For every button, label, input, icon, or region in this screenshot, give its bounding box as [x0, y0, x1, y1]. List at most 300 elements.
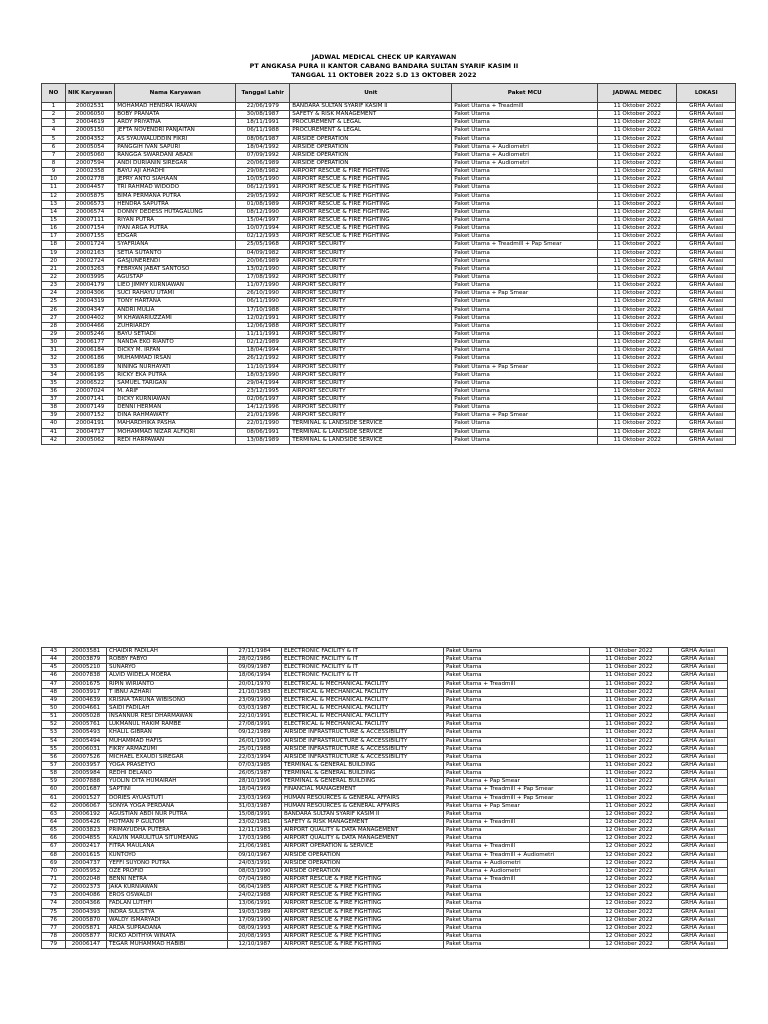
- cell-schedule: 11 Oktober 2022: [598, 184, 677, 192]
- cell-schedule: 11 Oktober 2022: [590, 672, 669, 680]
- cell-unit: AIRPORT RESCUE & FIRE FIGHTING: [290, 216, 452, 224]
- cell-birth-date: 12/06/1988: [236, 322, 290, 330]
- cell-location: GRHA Aviasi: [669, 932, 728, 940]
- cell-location: GRHA Aviasi: [677, 216, 736, 224]
- cell-location: GRHA Aviasi: [677, 143, 736, 151]
- cell-nik: 20006186: [66, 355, 115, 363]
- cell-no: 52: [42, 721, 66, 729]
- cell-no: 71: [42, 875, 66, 883]
- table-row: [42, 241, 736, 249]
- cell-nik: 20007526: [66, 753, 107, 761]
- cell-mcu-package: Paket Utama + Audiometri: [452, 143, 598, 151]
- cell-birth-date: 08/03/1990: [228, 867, 282, 875]
- cell-no: 65: [42, 827, 66, 835]
- cell-no: 28: [42, 322, 66, 330]
- cell-no: 50: [42, 704, 66, 712]
- cell-location: GRHA Aviasi: [669, 802, 728, 810]
- cell-name: FITRA MAULANA: [107, 843, 228, 851]
- cell-name: DICKY M. IRFAN: [115, 347, 236, 355]
- cell-schedule: 11 Oktober 2022: [590, 802, 669, 810]
- cell-mcu-package: Paket Utama: [444, 713, 590, 721]
- cell-name: M KHAWARIUZZAMI: [115, 314, 236, 322]
- cell-location: GRHA Aviasi: [677, 208, 736, 216]
- cell-birth-date: 29/04/1994: [236, 379, 290, 387]
- cell-unit: TERMINAL & GENERAL BUILDING: [282, 761, 444, 769]
- table-row: [42, 704, 728, 712]
- cell-name: YEFFI SUYONO PUTRA: [107, 859, 228, 867]
- table-row: [42, 794, 728, 802]
- cell-mcu-package: Paket Utama: [452, 119, 598, 127]
- cell-schedule: 11 Oktober 2022: [590, 704, 669, 712]
- cell-schedule: 11 Oktober 2022: [590, 664, 669, 672]
- cell-location: GRHA Aviasi: [677, 225, 736, 233]
- cell-mcu-package: Paket Utama: [452, 168, 598, 176]
- cell-nik: 20002724: [66, 257, 115, 265]
- table-row: [42, 802, 728, 810]
- cell-no: 8: [42, 159, 66, 167]
- cell-name: TONY HARTANA: [115, 298, 236, 306]
- cell-location: GRHA Aviasi: [669, 704, 728, 712]
- cell-birth-date: 13/08/1989: [236, 436, 290, 444]
- cell-birth-date: 10/05/1990: [236, 176, 290, 184]
- cell-schedule: 11 Oktober 2022: [598, 208, 677, 216]
- table-row: [42, 330, 736, 338]
- cell-nik: 20004661: [66, 704, 107, 712]
- cell-mcu-package: Paket Utama: [452, 371, 598, 379]
- table-row: [42, 216, 736, 224]
- cell-location: GRHA Aviasi: [677, 339, 736, 347]
- cell-nik: 20005870: [66, 916, 107, 924]
- cell-location: GRHA Aviasi: [669, 713, 728, 721]
- cell-no: 5: [42, 135, 66, 143]
- cell-birth-date: 29/08/1982: [236, 168, 290, 176]
- schedule-table-page-1: [41, 83, 736, 445]
- cell-mcu-package: Paket Utama: [444, 753, 590, 761]
- cell-mcu-package: Paket Utama: [444, 827, 590, 835]
- table-row: [42, 371, 736, 379]
- cell-unit: AIRPORT RESCUE & FIRE FIGHTING: [282, 941, 444, 949]
- cell-mcu-package: Paket Utama: [452, 347, 598, 355]
- table-row: [42, 404, 736, 412]
- cell-name: BIMA PERMANA PUTRA: [115, 192, 236, 200]
- cell-nik: 20002373: [66, 884, 107, 892]
- cell-location: GRHA Aviasi: [677, 420, 736, 428]
- cell-nik: 20001675: [66, 680, 107, 688]
- cell-unit: AIRPORT SECURITY: [290, 282, 452, 290]
- cell-schedule: 11 Oktober 2022: [590, 745, 669, 753]
- table-row: [42, 290, 736, 298]
- cell-schedule: 11 Oktober 2022: [598, 436, 677, 444]
- cell-nik: 20004086: [66, 892, 107, 900]
- cell-schedule: 11 Oktober 2022: [598, 168, 677, 176]
- cell-name: NINING NURHAYATI: [115, 363, 236, 371]
- cell-name: SAMUEL TARIGAN: [115, 379, 236, 387]
- cell-name: MOHAMMAD NIZAR ALFIQRI: [115, 428, 236, 436]
- table-row: [42, 908, 728, 916]
- table-row: [42, 420, 736, 428]
- cell-no: 42: [42, 436, 66, 444]
- cell-unit: AIRPORT SECURITY: [290, 379, 452, 387]
- cell-birth-date: 20/06/1989: [236, 159, 290, 167]
- cell-schedule: 11 Oktober 2022: [598, 371, 677, 379]
- cell-no: 58: [42, 770, 66, 778]
- cell-nik: 20004737: [66, 859, 107, 867]
- cell-mcu-package: Paket Utama + Audiometri: [444, 859, 590, 867]
- cell-name: ALVID WIDELA MOERA: [107, 672, 228, 680]
- cell-no: 53: [42, 729, 66, 737]
- cell-name: MAHARDHIKA PASHA: [115, 420, 236, 428]
- cell-no: 57: [42, 761, 66, 769]
- cell-name: ARDA SUPRADANA: [107, 924, 228, 932]
- cell-no: 48: [42, 688, 66, 696]
- cell-location: GRHA Aviasi: [669, 900, 728, 908]
- cell-nik: 20007152: [66, 412, 115, 420]
- cell-no: 79: [42, 941, 66, 949]
- table-body-page-2: [42, 648, 728, 949]
- column-header-no: NO: [42, 84, 66, 103]
- cell-mcu-package: Paket Utama: [452, 282, 598, 290]
- table-row: [42, 875, 728, 883]
- cell-nik: 20004457: [66, 184, 115, 192]
- cell-no: 38: [42, 404, 66, 412]
- cell-schedule: 11 Oktober 2022: [598, 347, 677, 355]
- table-row: [42, 428, 736, 436]
- cell-schedule: 11 Oktober 2022: [598, 412, 677, 420]
- table-row: [42, 778, 728, 786]
- cell-name: SAIDI FADILAH: [107, 704, 228, 712]
- cell-name: TEGAR MUHAMMAD HABIBI: [107, 941, 228, 949]
- cell-nik: 20006574: [66, 208, 115, 216]
- cell-mcu-package: Paket Utama: [452, 298, 598, 306]
- cell-name: KUNTOYO: [107, 851, 228, 859]
- table-row: [42, 672, 728, 680]
- cell-schedule: 12 Oktober 2022: [590, 884, 669, 892]
- cell-location: GRHA Aviasi: [669, 656, 728, 664]
- cell-nik: 20007149: [66, 404, 115, 412]
- cell-schedule: 11 Oktober 2022: [598, 273, 677, 281]
- cell-nik: 20005060: [66, 151, 115, 159]
- cell-mcu-package: Paket Utama: [444, 664, 590, 672]
- cell-name: DICKY KURNIAWAN: [115, 396, 236, 404]
- cell-birth-date: 06/12/1991: [236, 184, 290, 192]
- cell-name: JEFTA NOVENDRI PANJAITAN: [115, 127, 236, 135]
- cell-location: GRHA Aviasi: [677, 233, 736, 241]
- cell-birth-date: 22/01/1990: [236, 420, 290, 428]
- table-row: [42, 379, 736, 387]
- cell-birth-date: 17/09/1990: [228, 916, 282, 924]
- cell-name: MICHAEL EXAUDI SIREGAR: [107, 753, 228, 761]
- cell-location: GRHA Aviasi: [677, 322, 736, 330]
- cell-schedule: 11 Oktober 2022: [598, 111, 677, 119]
- cell-schedule: 11 Oktober 2022: [590, 713, 669, 721]
- cell-mcu-package: Paket Utama: [452, 225, 598, 233]
- cell-nik: 20005210: [66, 664, 107, 672]
- table-row: [42, 208, 736, 216]
- cell-schedule: 11 Oktober 2022: [598, 135, 677, 143]
- cell-location: GRHA Aviasi: [677, 192, 736, 200]
- cell-birth-date: 02/12/1989: [236, 339, 290, 347]
- cell-no: 60: [42, 786, 66, 794]
- cell-no: 29: [42, 330, 66, 338]
- table-row: [42, 916, 728, 924]
- cell-nik: 20006147: [66, 941, 107, 949]
- cell-no: 40: [42, 420, 66, 428]
- cell-mcu-package: Paket Utama + Treadmill + Pap Smear: [444, 786, 590, 794]
- cell-nik: 20007154: [66, 225, 115, 233]
- cell-location: GRHA Aviasi: [677, 436, 736, 444]
- cell-location: GRHA Aviasi: [677, 306, 736, 314]
- cell-name: BAYU SETIADI: [115, 330, 236, 338]
- cell-location: GRHA Aviasi: [669, 696, 728, 704]
- cell-nik: 20003823: [66, 827, 107, 835]
- cell-location: GRHA Aviasi: [669, 786, 728, 794]
- cell-schedule: 11 Oktober 2022: [598, 387, 677, 395]
- cell-birth-date: 26/12/1992: [236, 355, 290, 363]
- cell-unit: ELECTRICAL & MECHANICAL FACILITY: [282, 688, 444, 696]
- cell-birth-date: 08/06/1987: [236, 135, 290, 143]
- cell-mcu-package: Paket Utama + Pap Smear: [452, 290, 598, 298]
- cell-nik: 20006067: [66, 802, 107, 810]
- cell-birth-date: 13/02/1990: [236, 265, 290, 273]
- cell-birth-date: 03/03/1987: [228, 704, 282, 712]
- cell-location: GRHA Aviasi: [677, 184, 736, 192]
- cell-location: GRHA Aviasi: [669, 761, 728, 769]
- cell-schedule: 11 Oktober 2022: [598, 282, 677, 290]
- cell-no: 78: [42, 932, 66, 940]
- table-row: [42, 135, 736, 143]
- table-row: [42, 680, 728, 688]
- cell-schedule: 11 Oktober 2022: [590, 761, 669, 769]
- cell-birth-date: 02/06/1997: [236, 396, 290, 404]
- cell-unit: PROCUREMENT & LEGAL: [290, 127, 452, 135]
- cell-nik: 20004393: [66, 908, 107, 916]
- cell-name: BENNI NETRA: [107, 875, 228, 883]
- cell-no: 24: [42, 290, 66, 298]
- cell-schedule: 11 Oktober 2022: [598, 216, 677, 224]
- cell-unit: AIRSIDE OPERATION: [290, 135, 452, 143]
- cell-nik: 20003917: [66, 688, 107, 696]
- cell-schedule: 11 Oktober 2022: [598, 119, 677, 127]
- cell-name: REDHI DELANO: [107, 770, 228, 778]
- cell-mcu-package: Paket Utama + Pap Smear: [452, 412, 598, 420]
- table-row: [42, 924, 728, 932]
- cell-name: RICKY EKA PUTRA: [115, 371, 236, 379]
- cell-location: GRHA Aviasi: [677, 387, 736, 395]
- cell-name: ZUHRIARDY: [115, 322, 236, 330]
- cell-name: BOBY PRANATA: [115, 111, 236, 119]
- cell-location: GRHA Aviasi: [677, 241, 736, 249]
- table-row: [42, 786, 728, 794]
- cell-unit: AIRPORT RESCUE & FIRE FIGHTING: [290, 184, 452, 192]
- cell-schedule: 11 Oktober 2022: [598, 233, 677, 241]
- cell-name: RIPIN WIRIANTO: [107, 680, 228, 688]
- cell-location: GRHA Aviasi: [677, 151, 736, 159]
- cell-birth-date: 02/12/1993: [236, 233, 290, 241]
- column-header-unit: Unit: [290, 84, 452, 103]
- cell-mcu-package: Paket Utama: [452, 428, 598, 436]
- cell-birth-date: 15/04/1997: [236, 216, 290, 224]
- cell-birth-date: 15/08/1991: [228, 810, 282, 818]
- cell-schedule: 11 Oktober 2022: [598, 339, 677, 347]
- cell-schedule: 11 Oktober 2022: [590, 729, 669, 737]
- cell-nik: 20005875: [66, 192, 115, 200]
- cell-mcu-package: Paket Utama: [452, 273, 598, 281]
- cell-nik: 20006177: [66, 339, 115, 347]
- cell-birth-date: 20/08/1993: [228, 932, 282, 940]
- cell-schedule: 11 Oktober 2022: [590, 721, 669, 729]
- cell-birth-date: 17/08/1992: [236, 273, 290, 281]
- cell-schedule: 11 Oktober 2022: [598, 290, 677, 298]
- cell-birth-date: 20/01/1970: [228, 680, 282, 688]
- cell-name: SETIA SUTANTO: [115, 249, 236, 257]
- cell-birth-date: 14/12/1996: [236, 404, 290, 412]
- cell-mcu-package: Paket Utama: [444, 656, 590, 664]
- cell-unit: AIRPORT RESCUE & FIRE FIGHTING: [282, 875, 444, 883]
- cell-unit: AIRPORT RESCUE & FIRE FIGHTING: [290, 176, 452, 184]
- cell-unit: AIRPORT SECURITY: [290, 339, 452, 347]
- cell-name: SYAFRIANA: [115, 241, 236, 249]
- cell-location: GRHA Aviasi: [677, 119, 736, 127]
- cell-unit: AIRPORT SECURITY: [290, 290, 452, 298]
- table-row: [42, 810, 728, 818]
- cell-mcu-package: Paket Utama + Treadmill + Pap Smear: [452, 241, 598, 249]
- cell-birth-date: 12/02/1991: [236, 314, 290, 322]
- cell-nik: 20003879: [66, 656, 107, 664]
- cell-birth-date: 17/03/1986: [228, 835, 282, 843]
- cell-name: SAPTINI: [107, 786, 228, 794]
- cell-mcu-package: Paket Utama: [444, 704, 590, 712]
- table-header-row: [42, 84, 736, 103]
- cell-location: GRHA Aviasi: [669, 721, 728, 729]
- cell-unit: TERMINAL & LANDSIDE SERVICE: [290, 436, 452, 444]
- document-title: JADWAL MEDICAL CHECK UP KARYAWAN: [311, 54, 457, 61]
- cell-mcu-package: Paket Utama + Pap Smear: [444, 778, 590, 786]
- cell-location: GRHA Aviasi: [669, 672, 728, 680]
- cell-mcu-package: Paket Utama: [444, 648, 590, 656]
- cell-nik: 20007024: [66, 387, 115, 395]
- cell-no: 9: [42, 168, 66, 176]
- cell-name: MUHAMMAD IRSAN: [115, 355, 236, 363]
- cell-schedule: 11 Oktober 2022: [598, 379, 677, 387]
- cell-mcu-package: Paket Utama: [452, 111, 598, 119]
- cell-nik: 20005426: [66, 818, 107, 826]
- table-row: [42, 696, 728, 704]
- table-row: [42, 265, 736, 273]
- cell-unit: TERMINAL & GENERAL BUILDING: [282, 778, 444, 786]
- cell-no: 74: [42, 900, 66, 908]
- cell-schedule: 12 Oktober 2022: [590, 843, 669, 851]
- table-row: [42, 225, 736, 233]
- cell-mcu-package: Paket Utama: [452, 396, 598, 404]
- cell-location: GRHA Aviasi: [677, 347, 736, 355]
- cell-name: NANDA EKO RIANTO: [115, 339, 236, 347]
- cell-location: GRHA Aviasi: [669, 818, 728, 826]
- cell-nik: 20005871: [66, 924, 107, 932]
- cell-mcu-package: Paket Utama: [444, 941, 590, 949]
- cell-unit: AIRPORT RESCUE & FIRE FIGHTING: [282, 884, 444, 892]
- table-row: [42, 664, 728, 672]
- cell-location: GRHA Aviasi: [669, 892, 728, 900]
- cell-schedule: 11 Oktober 2022: [590, 680, 669, 688]
- cell-schedule: 12 Oktober 2022: [590, 875, 669, 883]
- cell-unit: AIRPORT RESCUE & FIRE FIGHTING: [290, 200, 452, 208]
- cell-no: 39: [42, 412, 66, 420]
- cell-mcu-package: Paket Utama: [444, 745, 590, 753]
- column-header-schedule: JADWAL MEDEC: [598, 84, 677, 103]
- table-row: [42, 843, 728, 851]
- cell-schedule: 11 Oktober 2022: [598, 143, 677, 151]
- cell-birth-date: 23/09/1990: [228, 696, 282, 704]
- cell-name: FADLAN LUTHFI: [107, 900, 228, 908]
- cell-mcu-package: Paket Utama + Treadmill + Audiometri: [444, 851, 590, 859]
- cell-no: 70: [42, 867, 66, 875]
- cell-location: GRHA Aviasi: [669, 745, 728, 753]
- cell-schedule: 11 Oktober 2022: [590, 688, 669, 696]
- schedule-table-page-2: [41, 647, 728, 949]
- cell-location: GRHA Aviasi: [677, 265, 736, 273]
- cell-schedule: 11 Oktober 2022: [598, 192, 677, 200]
- cell-schedule: 12 Oktober 2022: [590, 892, 669, 900]
- cell-location: GRHA Aviasi: [677, 135, 736, 143]
- cell-name: SONYA YOGA PERDANA: [107, 802, 228, 810]
- cell-unit: BANDARA SULTAN SYARIF KASIM II: [282, 810, 444, 818]
- cell-birth-date: 06/04/1985: [228, 884, 282, 892]
- cell-unit: AIRPORT SECURITY: [290, 363, 452, 371]
- cell-birth-date: 09/09/1987: [228, 664, 282, 672]
- cell-nik: 20007594: [66, 159, 115, 167]
- cell-nik: 20007888: [66, 778, 107, 786]
- cell-birth-date: 23/03/1969: [228, 794, 282, 802]
- cell-unit: AIRPORT RESCUE & FIRE FIGHTING: [282, 924, 444, 932]
- cell-location: GRHA Aviasi: [677, 379, 736, 387]
- cell-name: OZE PROFID: [107, 867, 228, 875]
- cell-location: GRHA Aviasi: [677, 355, 736, 363]
- cell-name: TRI RAHMAD WIDODO: [115, 184, 236, 192]
- cell-location: GRHA Aviasi: [669, 778, 728, 786]
- cell-schedule: 12 Oktober 2022: [590, 900, 669, 908]
- cell-name: WALDY ISMARYADI: [107, 916, 228, 924]
- cell-location: GRHA Aviasi: [677, 249, 736, 257]
- table-row: [42, 176, 736, 184]
- cell-mcu-package: Paket Utama + Treadmill: [452, 103, 598, 111]
- table-row: [42, 192, 736, 200]
- table-row: [42, 200, 736, 208]
- cell-location: GRHA Aviasi: [669, 794, 728, 802]
- cell-unit: TERMINAL & LANDSIDE SERVICE: [290, 428, 452, 436]
- cell-unit: FINANCIAL MANAGEMENT: [282, 786, 444, 794]
- cell-no: 46: [42, 672, 66, 680]
- cell-unit: AIRPORT SECURITY: [290, 371, 452, 379]
- cell-no: 73: [42, 892, 66, 900]
- cell-birth-date: 18/06/1994: [228, 672, 282, 680]
- cell-unit: AIRSIDE OPERATION: [282, 859, 444, 867]
- cell-nik: 20004352: [66, 135, 115, 143]
- cell-unit: BANDARA SULTAN SYARIF KASIM II: [290, 103, 452, 111]
- cell-name: IYAN ARGA PUTRA: [115, 225, 236, 233]
- table-row: [42, 892, 728, 900]
- cell-unit: AIRPORT SECURITY: [290, 265, 452, 273]
- cell-no: 13: [42, 200, 66, 208]
- cell-mcu-package: Paket Utama: [452, 176, 598, 184]
- cell-schedule: 11 Oktober 2022: [598, 396, 677, 404]
- cell-name: FIKRY ARMAZUMI: [107, 745, 228, 753]
- cell-mcu-package: Paket Utama: [444, 908, 590, 916]
- table-row: [42, 339, 736, 347]
- cell-mcu-package: Paket Utama: [452, 355, 598, 363]
- cell-no: 1: [42, 103, 66, 111]
- cell-location: GRHA Aviasi: [677, 200, 736, 208]
- cell-unit: HUMAN RESOURCES & GENERAL AFFAIRS: [282, 794, 444, 802]
